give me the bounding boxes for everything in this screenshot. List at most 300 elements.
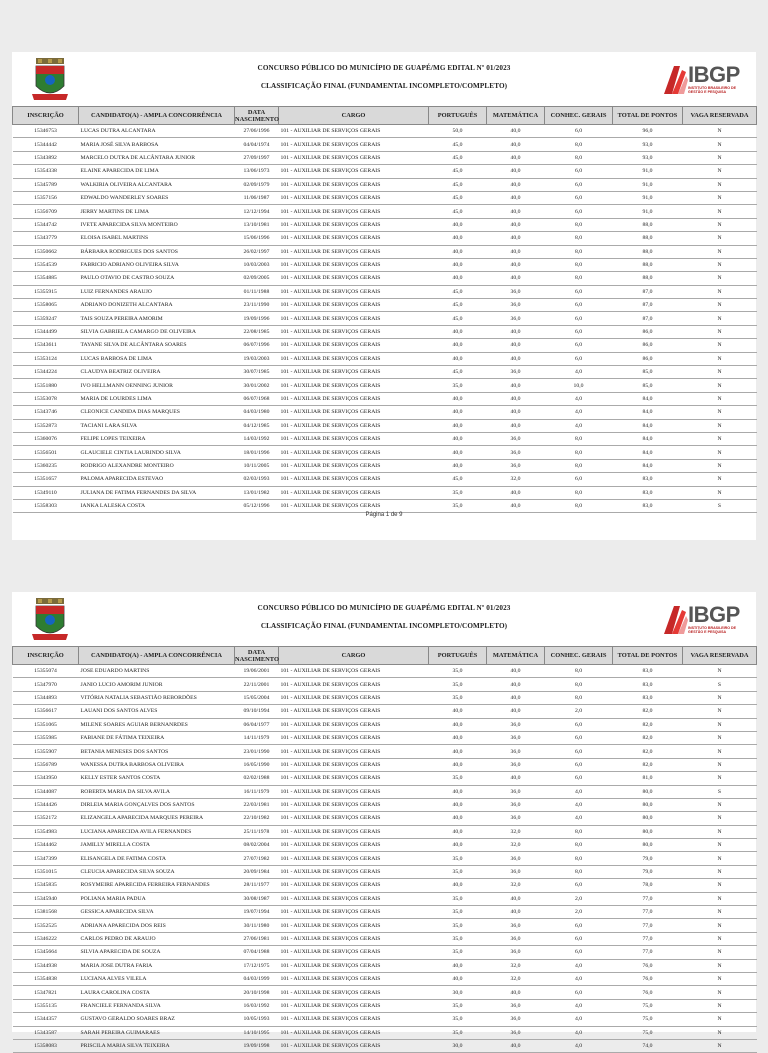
cell-vaga-reservada: N xyxy=(683,419,757,432)
cell-portugues: 35,0 xyxy=(429,892,487,905)
cell-data-nascimento: 16/11/1979 xyxy=(235,785,279,798)
cell-vaga-reservada: N xyxy=(683,486,757,499)
cell-portugues: 40,0 xyxy=(429,705,487,718)
cell-conhec-gerais: 6,0 xyxy=(545,191,613,204)
cell-cargo: 101 - AUXILIAR DE SERVIÇOS GERAIS xyxy=(279,705,429,718)
cell-inscricao: 15358303 xyxy=(13,499,79,512)
cell-total-pontos: 84,0 xyxy=(613,432,683,445)
cell-cargo: 101 - AUXILIAR DE SERVIÇOS GERAIS xyxy=(279,999,429,1012)
cell-total-pontos: 83,0 xyxy=(613,473,683,486)
cell-portugues: 35,0 xyxy=(429,906,487,919)
cell-matematica: 40,0 xyxy=(487,352,545,365)
cell-matematica: 32,0 xyxy=(487,825,545,838)
table-row xyxy=(13,785,757,798)
document-title: CONCURSO PÚBLICO DO MUNICÍPIO DE GUAPÉ/MG EDITAL Nº 01/2023 xyxy=(257,64,511,72)
cell-total-pontos: 77,0 xyxy=(613,906,683,919)
cell-candidato: RODRIGO ALEXANDRE MONTEIRO xyxy=(79,459,235,472)
cell-cargo: 101 - AUXILIAR DE SERVIÇOS GERAIS xyxy=(279,691,429,704)
cell-portugues: 40,0 xyxy=(429,785,487,798)
cell-total-pontos: 82,0 xyxy=(613,758,683,771)
classification-table-page-1 xyxy=(12,106,757,513)
cell-conhec-gerais: 8,0 xyxy=(545,272,613,285)
cell-conhec-gerais: 4,0 xyxy=(545,1026,613,1039)
cell-data-nascimento: 04/12/1985 xyxy=(235,419,279,432)
column-header-cargo: CARGO xyxy=(279,647,429,665)
column-header-data-nascimento: DATA NASCIMENTO xyxy=(235,108,279,123)
column-header-inscricao: INSCRIÇÃO xyxy=(13,647,79,665)
cell-inscricao: 15359247 xyxy=(13,312,79,325)
cell-cargo: 101 - AUXILIAR DE SERVIÇOS GERAIS xyxy=(279,825,429,838)
cell-total-pontos: 88,0 xyxy=(613,232,683,245)
cell-candidato: VITÓRIA NATALIA SEBASTIÃO REBORDÕES xyxy=(79,691,235,704)
cell-total-pontos: 86,0 xyxy=(613,325,683,338)
cell-candidato: ELOISA ISABEL MARTINS xyxy=(79,232,235,245)
cell-data-nascimento: 09/10/1994 xyxy=(235,705,279,718)
cell-matematica: 40,0 xyxy=(487,205,545,218)
cell-conhec-gerais: 4,0 xyxy=(545,959,613,972)
cell-inscricao: 15355135 xyxy=(13,999,79,1012)
cell-matematica: 36,0 xyxy=(487,785,545,798)
cell-vaga-reservada: N xyxy=(683,999,757,1012)
cell-total-pontos: 84,0 xyxy=(613,419,683,432)
table-row xyxy=(13,459,757,472)
cell-total-pontos: 85,0 xyxy=(613,379,683,392)
cell-candidato: GESSICA APARECIDA SILVA xyxy=(79,906,235,919)
cell-portugues: 35,0 xyxy=(429,499,487,512)
cell-vaga-reservada: N xyxy=(683,758,757,771)
cell-vaga-reservada: N xyxy=(683,972,757,985)
column-header-portugues: PORTUGUÊS xyxy=(429,647,487,665)
cell-inscricao: 15344893 xyxy=(13,691,79,704)
cell-conhec-gerais: 8,0 xyxy=(545,865,613,878)
cell-matematica: 36,0 xyxy=(487,432,545,445)
cell-matematica: 40,0 xyxy=(487,258,545,271)
cell-portugues: 45,0 xyxy=(429,191,487,204)
cell-candidato: POLIANA MARIA PADUA xyxy=(79,892,235,905)
cell-matematica: 36,0 xyxy=(487,852,545,865)
cell-matematica: 36,0 xyxy=(487,932,545,945)
document-page-2 xyxy=(12,592,756,1050)
cell-portugues: 30,0 xyxy=(429,1039,487,1052)
cell-vaga-reservada: N xyxy=(683,178,757,191)
cell-vaga-reservada: N xyxy=(683,392,757,405)
cell-data-nascimento: 22/11/2001 xyxy=(235,678,279,691)
cell-conhec-gerais: 6,0 xyxy=(545,758,613,771)
cell-data-nascimento: 20/10/1998 xyxy=(235,986,279,999)
cell-total-pontos: 79,0 xyxy=(613,865,683,878)
cell-matematica: 36,0 xyxy=(487,285,545,298)
cell-conhec-gerais: 8,0 xyxy=(545,691,613,704)
cell-cargo: 101 - AUXILIAR DE SERVIÇOS GERAIS xyxy=(279,865,429,878)
cell-portugues: 40,0 xyxy=(429,232,487,245)
cell-inscricao: 15358065 xyxy=(13,299,79,312)
cell-total-pontos: 77,0 xyxy=(613,932,683,945)
cell-portugues: 40,0 xyxy=(429,446,487,459)
cell-total-pontos: 77,0 xyxy=(613,946,683,959)
cell-inscricao: 15343746 xyxy=(13,406,79,419)
cell-conhec-gerais: 8,0 xyxy=(545,245,613,258)
table-row xyxy=(13,138,757,151)
cell-cargo: 101 - AUXILIAR DE SERVIÇOS GERAIS xyxy=(279,419,429,432)
cell-inscricao: 15354838 xyxy=(13,972,79,985)
cell-vaga-reservada: N xyxy=(683,366,757,379)
cell-conhec-gerais: 8,0 xyxy=(545,839,613,852)
cell-total-pontos: 82,0 xyxy=(613,745,683,758)
cell-vaga-reservada: N xyxy=(683,772,757,785)
cell-vaga-reservada: N xyxy=(683,218,757,231)
table-row xyxy=(13,798,757,811)
cell-data-nascimento: 15/06/1996 xyxy=(235,232,279,245)
cell-total-pontos: 93,0 xyxy=(613,138,683,151)
cell-inscricao: 15350662 xyxy=(13,245,79,258)
cell-vaga-reservada: N xyxy=(683,691,757,704)
cell-inscricao: 15343611 xyxy=(13,339,79,352)
cell-inscricao: 15347970 xyxy=(13,678,79,691)
cell-inscricao: 15347821 xyxy=(13,986,79,999)
cell-cargo: 101 - AUXILIAR DE SERVIÇOS GERAIS xyxy=(279,906,429,919)
cell-portugues: 30,0 xyxy=(429,986,487,999)
cell-total-pontos: 83,0 xyxy=(613,691,683,704)
cell-data-nascimento: 30/11/1980 xyxy=(235,919,279,932)
table-row xyxy=(13,906,757,919)
column-header-matematica: MATEMÁTICA xyxy=(487,647,545,665)
cell-vaga-reservada: N xyxy=(683,352,757,365)
cell-conhec-gerais: 4,0 xyxy=(545,419,613,432)
cell-total-pontos: 84,0 xyxy=(613,446,683,459)
cell-data-nascimento: 23/11/1990 xyxy=(235,299,279,312)
table-row xyxy=(13,419,757,432)
cell-total-pontos: 78,0 xyxy=(613,879,683,892)
cell-cargo: 101 - AUXILIAR DE SERVIÇOS GERAIS xyxy=(279,325,429,338)
cell-vaga-reservada: N xyxy=(683,731,757,744)
cell-data-nascimento: 26/02/1997 xyxy=(235,245,279,258)
cell-matematica: 40,0 xyxy=(487,232,545,245)
cell-conhec-gerais: 6,0 xyxy=(545,312,613,325)
cell-portugues: 35,0 xyxy=(429,678,487,691)
cell-data-nascimento: 27/06/1981 xyxy=(235,932,279,945)
cell-conhec-gerais: 4,0 xyxy=(545,366,613,379)
cell-data-nascimento: 19/06/2001 xyxy=(235,665,279,678)
cell-inscricao: 15355915 xyxy=(13,285,79,298)
cell-total-pontos: 96,0 xyxy=(613,125,683,138)
table-row xyxy=(13,1026,757,1039)
cell-total-pontos: 82,0 xyxy=(613,705,683,718)
cell-matematica: 36,0 xyxy=(487,1026,545,1039)
cell-portugues: 40,0 xyxy=(429,406,487,419)
column-header-total-pontos: TOTAL DE PONTOS xyxy=(613,107,683,125)
cell-data-nascimento: 30/08/1987 xyxy=(235,892,279,905)
cell-data-nascimento: 14/03/1992 xyxy=(235,432,279,445)
cell-cargo: 101 - AUXILIAR DE SERVIÇOS GERAIS xyxy=(279,972,429,985)
cell-conhec-gerais: 6,0 xyxy=(545,731,613,744)
table-row xyxy=(13,165,757,178)
cell-candidato: MARIA DE LOURDES LIMA xyxy=(79,392,235,405)
cell-vaga-reservada: N xyxy=(683,1013,757,1026)
cell-portugues: 40,0 xyxy=(429,758,487,771)
cell-inscricao: 15344426 xyxy=(13,798,79,811)
cell-cargo: 101 - AUXILIAR DE SERVIÇOS GERAIS xyxy=(279,678,429,691)
cell-cargo: 101 - AUXILIAR DE SERVIÇOS GERAIS xyxy=(279,151,429,164)
table-header-row xyxy=(13,647,757,665)
cell-data-nascimento: 13/10/1981 xyxy=(235,218,279,231)
cell-cargo: 101 - AUXILIAR DE SERVIÇOS GERAIS xyxy=(279,272,429,285)
cell-portugues: 35,0 xyxy=(429,946,487,959)
cell-vaga-reservada: N xyxy=(683,325,757,338)
cell-candidato: LAUANI DOS SANTOS ALVES xyxy=(79,705,235,718)
cell-cargo: 101 - AUXILIAR DE SERVIÇOS GERAIS xyxy=(279,285,429,298)
cell-vaga-reservada: S xyxy=(683,678,757,691)
cell-matematica: 40,0 xyxy=(487,1039,545,1052)
cell-portugues: 40,0 xyxy=(429,972,487,985)
cell-conhec-gerais: 8,0 xyxy=(545,825,613,838)
cell-matematica: 32,0 xyxy=(487,879,545,892)
cell-candidato: LUCIANA APARECIDA AVILA FERNANDES xyxy=(79,825,235,838)
cell-matematica: 40,0 xyxy=(487,339,545,352)
cell-portugues: 35,0 xyxy=(429,852,487,865)
table-row xyxy=(13,352,757,365)
table-row xyxy=(13,406,757,419)
cell-cargo: 101 - AUXILIAR DE SERVIÇOS GERAIS xyxy=(279,205,429,218)
cell-portugues: 35,0 xyxy=(429,932,487,945)
table-row xyxy=(13,718,757,731)
cell-data-nascimento: 04/03/1980 xyxy=(235,406,279,419)
cell-cargo: 101 - AUXILIAR DE SERVIÇOS GERAIS xyxy=(279,718,429,731)
cell-candidato: JOSE EDUARDO MARTINS xyxy=(79,665,235,678)
cell-vaga-reservada: N xyxy=(683,245,757,258)
cell-total-pontos: 74,0 xyxy=(613,1039,683,1052)
document-subtitle: CLASSIFICAÇÃO FINAL (FUNDAMENTAL INCOMPLETO/COMPLETO) xyxy=(260,622,508,630)
cell-inscricao: 15351880 xyxy=(13,379,79,392)
column-header-portugues: PORTUGUÊS xyxy=(429,107,487,125)
cell-vaga-reservada: N xyxy=(683,932,757,945)
cell-matematica: 36,0 xyxy=(487,312,545,325)
cell-conhec-gerais: 2,0 xyxy=(545,892,613,905)
cell-conhec-gerais: 6,0 xyxy=(545,919,613,932)
cell-cargo: 101 - AUXILIAR DE SERVIÇOS GERAIS xyxy=(279,852,429,865)
cell-vaga-reservada: N xyxy=(683,798,757,811)
cell-vaga-reservada: N xyxy=(683,1039,757,1052)
cell-candidato: WALKIRIA OLIVEIRA ALCANTARA xyxy=(79,178,235,191)
cell-cargo: 101 - AUXILIAR DE SERVIÇOS GERAIS xyxy=(279,812,429,825)
document-subtitle: CLASSIFICAÇÃO FINAL (FUNDAMENTAL INCOMPLETO/COMPLETO) xyxy=(260,82,508,90)
cell-matematica: 40,0 xyxy=(487,419,545,432)
cell-data-nascimento: 22/10/1982 xyxy=(235,812,279,825)
cell-portugues: 40,0 xyxy=(429,258,487,271)
cell-inscricao: 15351657 xyxy=(13,473,79,486)
cell-matematica: 36,0 xyxy=(487,459,545,472)
cell-data-nascimento: 08/02/2004 xyxy=(235,839,279,852)
cell-candidato: FRANCIELE FERNANDA SILVA xyxy=(79,999,235,1012)
cell-vaga-reservada: N xyxy=(683,258,757,271)
cell-candidato: PAULO OTAVIO DE CASTRO SOUZA xyxy=(79,272,235,285)
cell-inscricao: 15345835 xyxy=(13,879,79,892)
cell-vaga-reservada: N xyxy=(683,339,757,352)
cell-portugues: 35,0 xyxy=(429,665,487,678)
table-row xyxy=(13,432,757,445)
column-header-vaga-reservada: VAGA RESERVADA xyxy=(683,647,757,665)
cell-candidato: CLAUDYA BEATRIZ OLIVEIRA xyxy=(79,366,235,379)
cell-vaga-reservada: N xyxy=(683,125,757,138)
table-row xyxy=(13,299,757,312)
cell-data-nascimento: 18/01/1996 xyxy=(235,446,279,459)
cell-inscricao: 15345940 xyxy=(13,892,79,905)
cell-inscricao: 15344742 xyxy=(13,218,79,231)
column-header-vaga-reservada: VAGA RESERVADA xyxy=(683,107,757,125)
cell-candidato: ELISANGELA DE FATIMA COSTA xyxy=(79,852,235,865)
cell-matematica: 36,0 xyxy=(487,731,545,744)
table-row xyxy=(13,285,757,298)
cell-portugues: 35,0 xyxy=(429,691,487,704)
cell-portugues: 35,0 xyxy=(429,772,487,785)
cell-data-nascimento: 02/03/1993 xyxy=(235,473,279,486)
cell-data-nascimento: 12/12/1994 xyxy=(235,205,279,218)
cell-matematica: 40,0 xyxy=(487,499,545,512)
column-header-matematica: MATEMÁTICA xyxy=(487,107,545,125)
cell-conhec-gerais: 4,0 xyxy=(545,812,613,825)
cell-portugues: 35,0 xyxy=(429,486,487,499)
cell-total-pontos: 81,0 xyxy=(613,772,683,785)
cell-data-nascimento: 19/09/1998 xyxy=(235,1039,279,1052)
cell-conhec-gerais: 4,0 xyxy=(545,406,613,419)
cell-candidato: FABRICIO ADRIANO OLIVEIRA SILVA xyxy=(79,258,235,271)
table-row xyxy=(13,1039,757,1052)
cell-matematica: 36,0 xyxy=(487,798,545,811)
cell-conhec-gerais: 4,0 xyxy=(545,1039,613,1052)
cell-data-nascimento: 06/07/1996 xyxy=(235,339,279,352)
cell-cargo: 101 - AUXILIAR DE SERVIÇOS GERAIS xyxy=(279,758,429,771)
cell-inscricao: 15353078 xyxy=(13,392,79,405)
cell-matematica: 36,0 xyxy=(487,919,545,932)
cell-conhec-gerais: 8,0 xyxy=(545,459,613,472)
cell-matematica: 40,0 xyxy=(487,705,545,718)
cell-candidato: TAIS SOUZA PEREIRA AMORIM xyxy=(79,312,235,325)
cell-inscricao: 15355985 xyxy=(13,731,79,744)
cell-portugues: 35,0 xyxy=(429,1013,487,1026)
cell-conhec-gerais: 6,0 xyxy=(545,339,613,352)
cell-vaga-reservada: N xyxy=(683,312,757,325)
cell-conhec-gerais: 4,0 xyxy=(545,999,613,1012)
cell-total-pontos: 84,0 xyxy=(613,459,683,472)
cell-inscricao: 15343779 xyxy=(13,232,79,245)
cell-candidato: MARIA JOSÉ SILVA BARBOSA xyxy=(79,138,235,151)
cell-portugues: 40,0 xyxy=(429,339,487,352)
cell-total-pontos: 80,0 xyxy=(613,812,683,825)
table-row xyxy=(13,446,757,459)
cell-data-nascimento: 27/07/1982 xyxy=(235,852,279,865)
cell-vaga-reservada: N xyxy=(683,165,757,178)
cell-cargo: 101 - AUXILIAR DE SERVIÇOS GERAIS xyxy=(279,232,429,245)
cell-candidato: PALOMA APARECIDA ESTEVAO xyxy=(79,473,235,486)
cell-conhec-gerais: 8,0 xyxy=(545,665,613,678)
cell-matematica: 40,0 xyxy=(487,665,545,678)
cell-portugues: 40,0 xyxy=(429,745,487,758)
cell-inscricao: 15355907 xyxy=(13,745,79,758)
cell-cargo: 101 - AUXILIAR DE SERVIÇOS GERAIS xyxy=(279,366,429,379)
cell-conhec-gerais: 6,0 xyxy=(545,879,613,892)
cell-data-nascimento: 30/01/2002 xyxy=(235,379,279,392)
cell-matematica: 40,0 xyxy=(487,165,545,178)
cell-data-nascimento: 23/01/1990 xyxy=(235,745,279,758)
cell-candidato: LUIZ FERNANDES ARAUJO xyxy=(79,285,235,298)
cell-inscricao: 15351015 xyxy=(13,865,79,878)
cell-conhec-gerais: 8,0 xyxy=(545,258,613,271)
cell-matematica: 40,0 xyxy=(487,678,545,691)
cell-cargo: 101 - AUXILIAR DE SERVIÇOS GERAIS xyxy=(279,459,429,472)
cell-total-pontos: 80,0 xyxy=(613,839,683,852)
cell-total-pontos: 83,0 xyxy=(613,486,683,499)
cell-candidato: GLAUCIELE CINTIA LAURINDO SILVA xyxy=(79,446,235,459)
cell-matematica: 40,0 xyxy=(487,325,545,338)
cell-inscricao: 15346222 xyxy=(13,932,79,945)
cell-total-pontos: 80,0 xyxy=(613,825,683,838)
cell-inscricao: 15347399 xyxy=(13,852,79,865)
cell-candidato: IVETE APARECIDA SILVA MONTEIRO xyxy=(79,218,235,231)
cell-total-pontos: 76,0 xyxy=(613,972,683,985)
cell-portugues: 45,0 xyxy=(429,165,487,178)
cell-total-pontos: 87,0 xyxy=(613,312,683,325)
column-header-candidato: CANDIDATO(A) - AMPLA CONCORRÊNCIA xyxy=(79,647,235,665)
cell-conhec-gerais: 6,0 xyxy=(545,718,613,731)
cell-vaga-reservada: S xyxy=(683,499,757,512)
cell-candidato: FELIPE LOPES TEIXEIRA xyxy=(79,432,235,445)
cell-cargo: 101 - AUXILIAR DE SERVIÇOS GERAIS xyxy=(279,879,429,892)
ibgp-logo-text: IBGP xyxy=(688,602,740,627)
cell-cargo: 101 - AUXILIAR DE SERVIÇOS GERAIS xyxy=(279,178,429,191)
cell-total-pontos: 91,0 xyxy=(613,205,683,218)
cell-data-nascimento: 19/07/1994 xyxy=(235,906,279,919)
cell-data-nascimento: 06/04/1977 xyxy=(235,718,279,731)
table-row xyxy=(13,366,757,379)
cell-inscricao: 15346753 xyxy=(13,125,79,138)
cell-cargo: 101 - AUXILIAR DE SERVIÇOS GERAIS xyxy=(279,772,429,785)
cell-data-nascimento: 02/09/1979 xyxy=(235,178,279,191)
cell-matematica: 40,0 xyxy=(487,379,545,392)
cell-inscricao: 15356617 xyxy=(13,705,79,718)
cell-conhec-gerais: 6,0 xyxy=(545,946,613,959)
cell-candidato: PRISCILA MARIA SILVA TEIXEIRA xyxy=(79,1039,235,1052)
cell-data-nascimento: 19/03/2003 xyxy=(235,352,279,365)
table-row xyxy=(13,486,757,499)
cell-candidato: JERRY MARTINS DE LIMA xyxy=(79,205,235,218)
table-row xyxy=(13,705,757,718)
cell-candidato: ELAINE APARECIDA DE LIMA xyxy=(79,165,235,178)
cell-data-nascimento: 22/03/1981 xyxy=(235,798,279,811)
cell-conhec-gerais: 6,0 xyxy=(545,932,613,945)
cell-candidato: IVO HELLMANN OENNING JUNIOR xyxy=(79,379,235,392)
cell-total-pontos: 77,0 xyxy=(613,919,683,932)
cell-data-nascimento: 07/04/1988 xyxy=(235,946,279,959)
cell-vaga-reservada: N xyxy=(683,705,757,718)
cell-candidato: CLEUCIA APARECIDA SILVA SOUZA xyxy=(79,865,235,878)
cell-matematica: 36,0 xyxy=(487,718,545,731)
table-row xyxy=(13,258,757,271)
cell-matematica: 40,0 xyxy=(487,138,545,151)
cell-total-pontos: 76,0 xyxy=(613,986,683,999)
cell-vaga-reservada: N xyxy=(683,946,757,959)
cell-inscricao: 15358083 xyxy=(13,1039,79,1052)
cell-candidato: GUSTAVO GERALDO SOARES BRAZ xyxy=(79,1013,235,1026)
cell-total-pontos: 79,0 xyxy=(613,852,683,865)
cell-matematica: 40,0 xyxy=(487,772,545,785)
cell-data-nascimento: 15/05/2004 xyxy=(235,691,279,704)
cell-total-pontos: 85,0 xyxy=(613,366,683,379)
cell-candidato: LUCAS BARBOSA DE LIMA xyxy=(79,352,235,365)
column-header-conhec-gerais: CONHEC. GERAIS xyxy=(545,107,613,125)
table-row xyxy=(13,678,757,691)
table-row xyxy=(13,946,757,959)
table-header-row xyxy=(13,107,757,125)
cell-candidato: LAURA CAROLINA COSTA xyxy=(79,986,235,999)
